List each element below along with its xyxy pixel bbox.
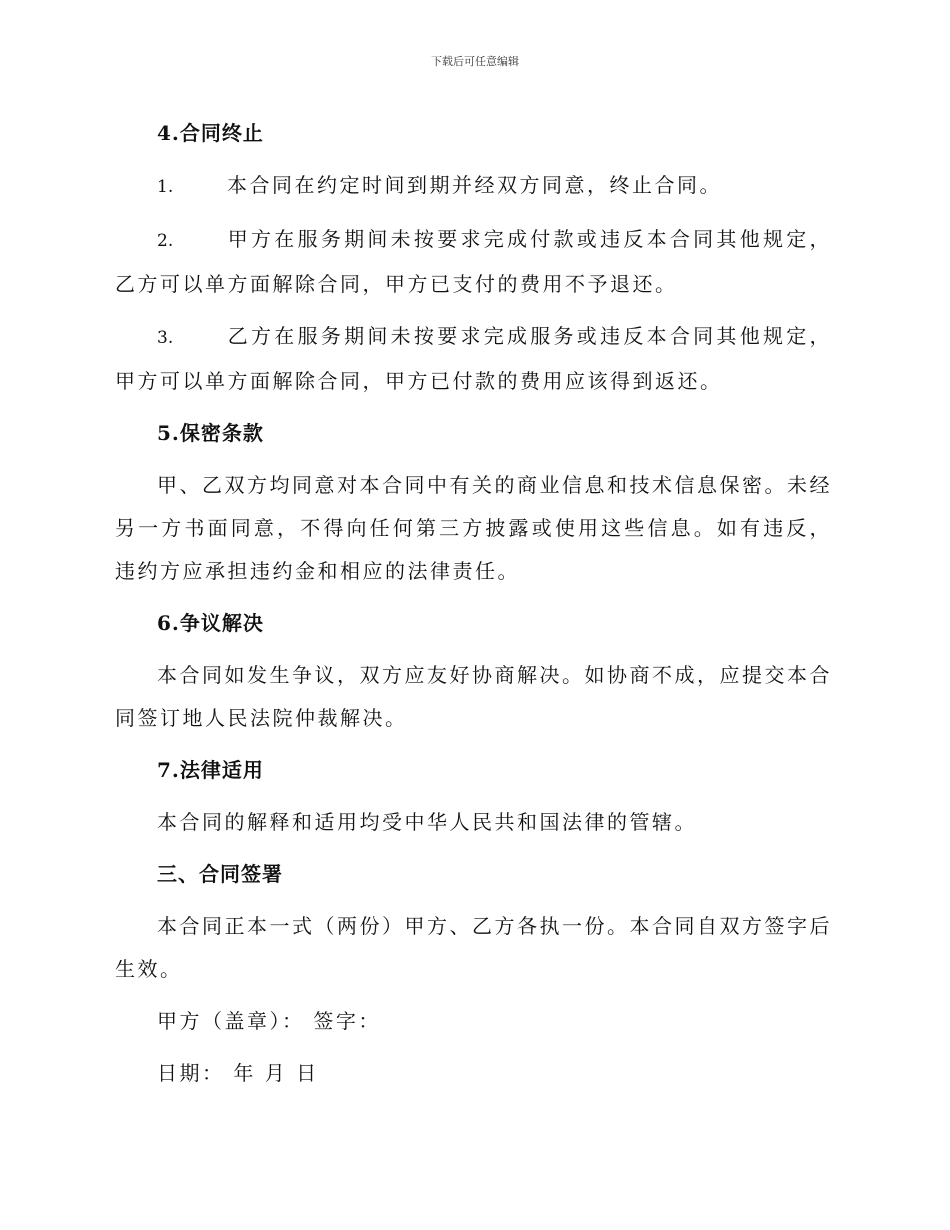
termination-item-3 bbox=[115, 315, 832, 403]
item-text: 本合同在约定时间到期并经双方同意，终止合同。 bbox=[227, 173, 722, 197]
page-header: 下载后可任意编辑 bbox=[431, 55, 519, 68]
signing-paragraph: 本合同正本一式（两份）甲方、乙方各执一份。本合同自双方签字后生效。 bbox=[115, 914, 832, 981]
document-body bbox=[115, 112, 832, 1104]
section-heading-dispute: 6.争议解决 bbox=[157, 611, 264, 635]
item-number: 3. bbox=[157, 328, 174, 348]
section-heading-confidentiality: 5.保密条款 bbox=[157, 421, 264, 445]
dispute-paragraph: 本合同如发生争议，双方应友好协商解决。如协商不成，应提交本合同签订地人民法院仲裁解决。 bbox=[115, 663, 832, 730]
item-text: 甲方在服务期间未按要求完成付款或违反本合同其他规定，乙方可以单方面解除合同，甲方已支付的费用不予退还。 bbox=[115, 227, 832, 296]
section-heading-law: 7.法律适用 bbox=[157, 758, 264, 782]
item-number: 1. bbox=[157, 177, 174, 197]
item-number: 2. bbox=[157, 231, 174, 251]
confidentiality-paragraph: 甲、乙双方均同意对本合同中有关的商业信息和技术信息保密。未经另一方书面同意，不得向任何第三方披露或使用这些信息。如有违反，违约方应承担违约金和相应的法律责任。 bbox=[115, 473, 832, 583]
termination-item-1 bbox=[115, 164, 832, 209]
party-a-signature-line: 甲方（盖章）： 签字： bbox=[157, 1009, 381, 1033]
item-text: 乙方在服务期间未按要求完成服务或违反本合同其他规定，甲方可以单方面解除合同，甲方已付款的费用应该得到返还。 bbox=[115, 324, 832, 393]
section-heading-termination: 4.合同终止 bbox=[157, 121, 264, 145]
section-heading-signing: 三、合同签署 bbox=[157, 862, 283, 886]
signing-date-line: 日期： 年 月 日 bbox=[157, 1061, 319, 1085]
law-paragraph: 本合同的解释和适用均受中华人民共和国法律的管辖。 bbox=[157, 810, 697, 834]
termination-item-2 bbox=[115, 218, 832, 306]
